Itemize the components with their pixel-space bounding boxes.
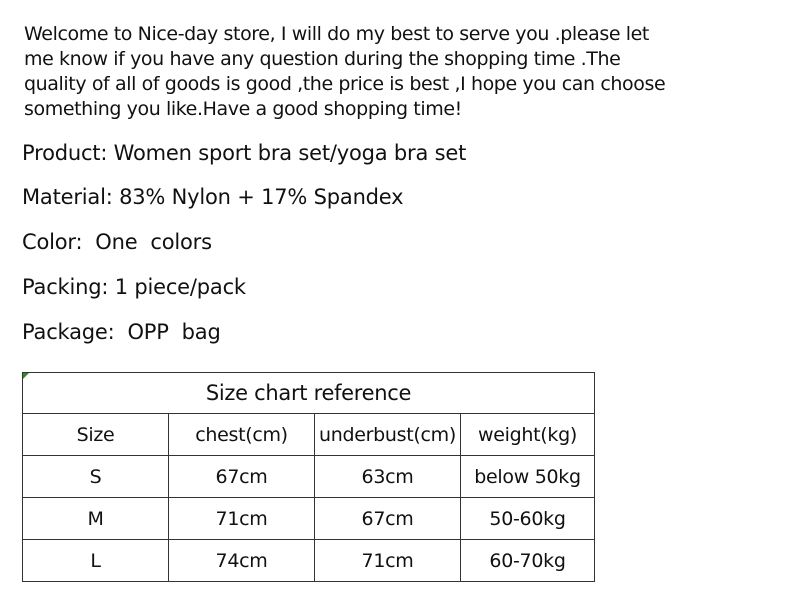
weight-cell: 50-60kg [461, 498, 595, 540]
size-chart-header-row [23, 414, 595, 456]
table-row [23, 498, 595, 540]
material-spec: Material: 83% Nylon + 17% Spandex [22, 185, 404, 209]
column-header-chest: chest(cm) [169, 414, 315, 456]
chest-cell: 71cm [169, 498, 315, 540]
table-row [23, 540, 595, 582]
size-cell: M [23, 498, 169, 540]
underbust-cell: 67cm [315, 498, 461, 540]
column-header-size: Size [23, 414, 169, 456]
chest-cell: 67cm [169, 456, 315, 498]
weight-cell: 60-70kg [461, 540, 595, 582]
welcome-line: something you like.Have a good shopping time! [24, 98, 462, 120]
product-spec: Product: Women sport bra set/yoga bra set [22, 141, 467, 165]
size-chart-title-text: Size chart reference [205, 381, 412, 405]
packing-spec: Packing: 1 piece/pack [22, 275, 246, 299]
size-chart-title [23, 373, 595, 414]
chest-cell: 74cm [169, 540, 315, 582]
column-header-underbust: underbust(cm) [315, 414, 461, 456]
welcome-line: quality of all of goods is good ,the price is best ,I hope you can choose [24, 73, 666, 95]
column-header-weight: weight(kg) [461, 414, 595, 456]
welcome-line: me know if you have any question during the shopping time .The [24, 48, 621, 70]
package-spec: Package: OPP bag [22, 320, 221, 344]
weight-cell: below 50kg [461, 456, 595, 498]
welcome-message [24, 22, 704, 122]
size-chart-title-row [23, 373, 595, 414]
welcome-line: Welcome to Nice-day store, I will do my best to serve you .please let [24, 23, 649, 45]
underbust-cell: 71cm [315, 540, 461, 582]
size-chart-table [22, 372, 595, 582]
color-spec: Color: One colors [22, 230, 212, 254]
size-cell: S [23, 456, 169, 498]
underbust-cell: 63cm [315, 456, 461, 498]
corner-accent-mark [23, 373, 29, 379]
size-cell: L [23, 540, 169, 582]
table-row [23, 456, 595, 498]
